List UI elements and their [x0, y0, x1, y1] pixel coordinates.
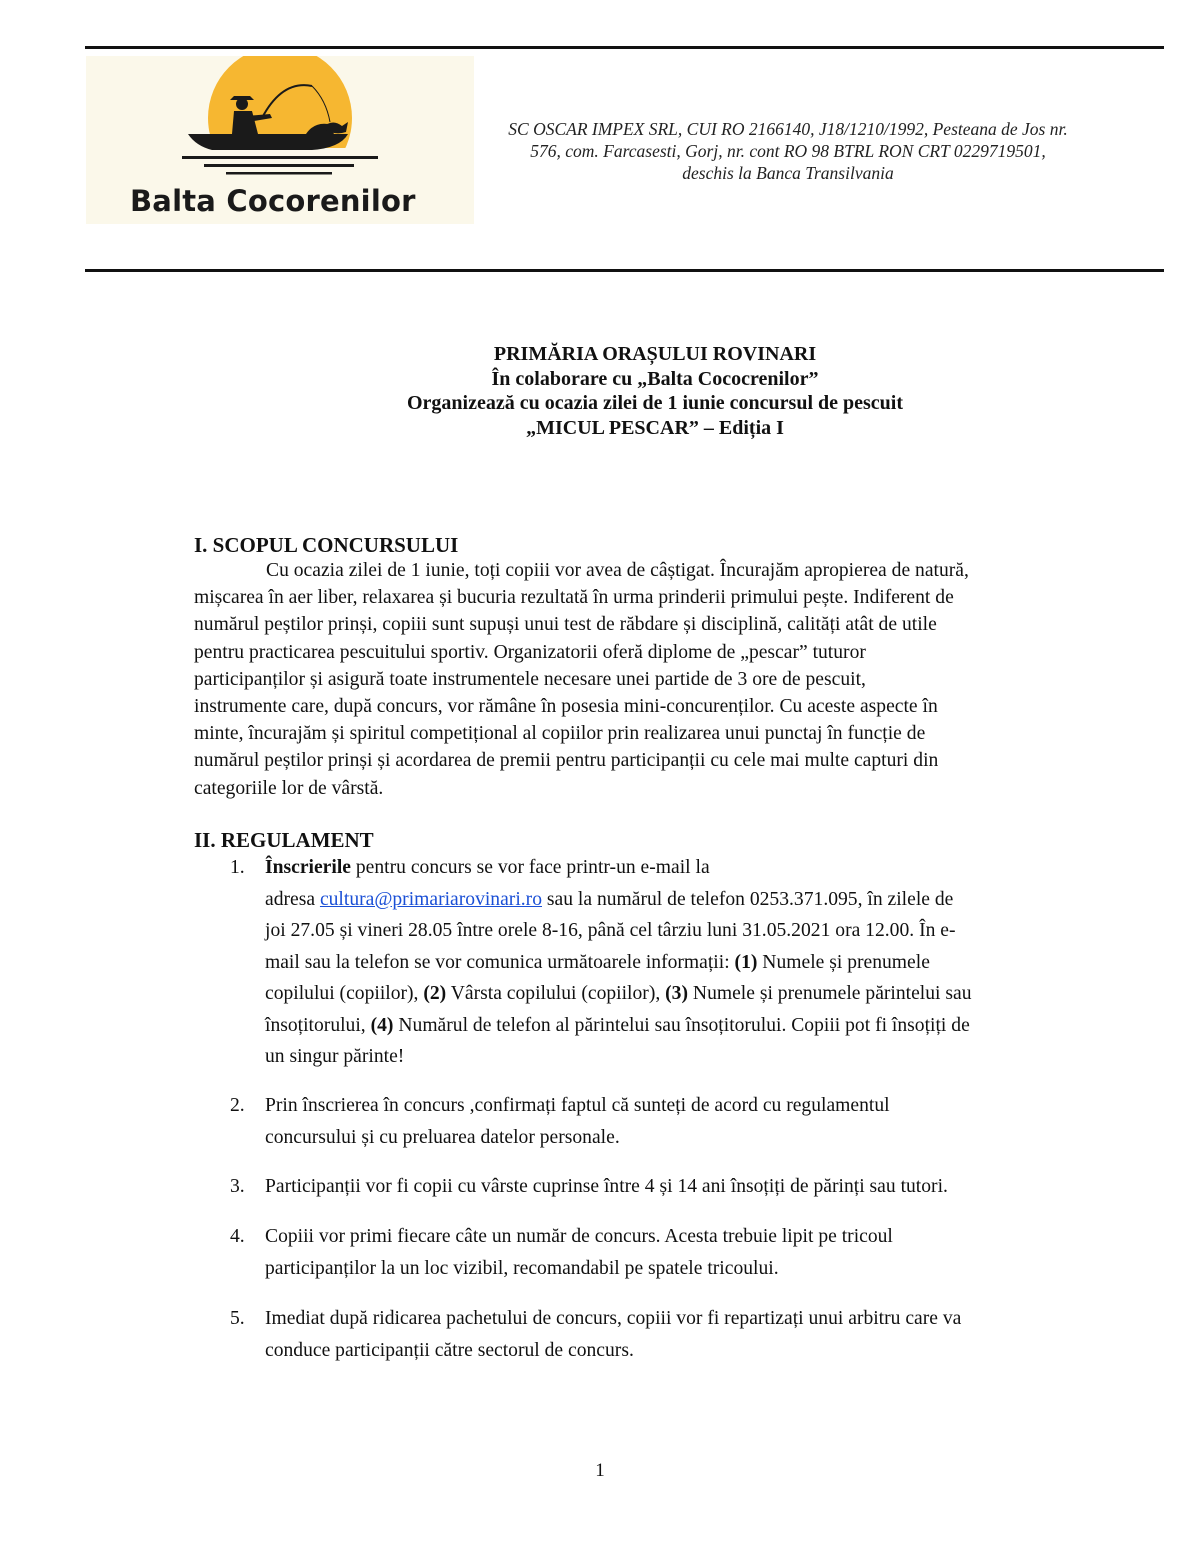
list-number: 4.	[230, 1226, 245, 1247]
company-line: SC OSCAR IMPEX SRL, CUI RO 2166140, J18/1210/1992, Pesteana de Jos nr.	[508, 119, 1068, 139]
text: Prin înscrierea în concurs ,confirmați faptul că sunteți de acord cu regulamentul	[265, 1095, 890, 1116]
list-item	[230, 1303, 1130, 1367]
list-item	[230, 852, 1130, 1074]
document-title	[250, 342, 1060, 440]
paragraph-line: Cu ocazia zilei de 1 iunie, toți copiii vor avea de câștigat. Încurajăm apropierea de natură,	[266, 560, 969, 581]
paragraph-line: participanților și asigură toate instrumentele necesare unei partide de 3 ore de pescuit,	[194, 668, 866, 690]
title-line: Organizează cu ocazia zilei de 1 iunie concursul de pescuit	[406, 392, 904, 414]
scope-paragraph	[194, 557, 1124, 802]
list-item	[230, 1171, 1130, 1203]
text: Imediat după ridicarea pachetului de concurs, copiii vor fi repartizați unui arbitru care va	[265, 1308, 962, 1329]
text: conduce participanții către sectorul de concurs.	[265, 1339, 634, 1361]
section-heading-rules: II. REGULAMENT	[194, 828, 374, 852]
paragraph-line: categoriile lor de vârstă.	[194, 777, 384, 799]
section-heading-scope: I. SCOPUL CONCURSULUI	[194, 533, 459, 557]
bold-marker: (4)	[370, 1014, 394, 1036]
email-link[interactable]: cultura@primariarovinari.ro	[319, 888, 542, 910]
text: copilului (copiilor),	[265, 983, 424, 1004]
bold-marker: (3)	[665, 983, 689, 1004]
text: sau la numărul de telefon 0253.371.095, în zilele de	[542, 888, 954, 910]
paragraph-line: numărul peștilor prinși, copiii sunt supuși unui test de răbdare și disciplină, calități atât de utile	[194, 614, 937, 636]
logo	[86, 56, 474, 224]
bold-term: Înscrierile	[265, 857, 351, 878]
bold-marker: (1)	[734, 951, 758, 973]
paragraph-line: numărul peștilor prinși și acordarea de premii pentru participanții cu cele mai multe capturi din	[194, 750, 939, 772]
text: Numele și prenumele	[757, 951, 930, 973]
text: Numărul de telefon al părintelui sau însoțitorului. Copiii pot fi însoțiți de	[393, 1014, 970, 1036]
paragraph-line: pentru practicarea pescuitului sportiv. Organizatorii oferă diplome de „pescar” tuturor	[194, 641, 866, 663]
text: concursului și cu preluarea datelor personale.	[265, 1126, 620, 1148]
title-line: PRIMĂRIA ORAȘULUI ROVINARI	[493, 343, 817, 365]
text: Vârsta copilului (copiilor),	[446, 983, 666, 1004]
paragraph-line: instrumente care, după concurs, vor rămâne în posesia mini-concurenților. Cu aceste aspecte în	[194, 696, 938, 718]
text: Participanții vor fi copii cu vârste cuprinse între 4 și 14 ani însoțiți de părinți sau tutori.	[265, 1176, 948, 1197]
list-number: 5.	[230, 1308, 245, 1329]
text: Copiii vor primi fiecare câte un număr de concurs. Acesta trebuie lipit pe tricoul	[265, 1226, 893, 1247]
list-item	[230, 1221, 1130, 1285]
text: mail sau la telefon se vor comunica următoarele informații:	[265, 951, 735, 973]
title-line: „MICUL PESCAR” – Ediția I	[526, 416, 784, 439]
list-number: 2.	[230, 1095, 245, 1116]
text: Numele și prenumele părintelui sau	[688, 983, 972, 1004]
text: un singur părinte!	[265, 1046, 405, 1067]
logo-text: Balta Cocorenilor	[130, 184, 416, 218]
text: participanților la un loc vizibil, recomandabil pe spatele tricoului.	[265, 1257, 779, 1279]
title-line: În colaborare cu „Balta Cococrenilor”	[491, 367, 819, 390]
text: însoțitorului,	[265, 1014, 371, 1036]
list-number: 3.	[230, 1176, 245, 1197]
text: joi 27.05 și vineri 28.05 între orele 8-16, până cel târziu luni 31.05.2021 ora 12.00. În e-	[265, 920, 956, 941]
header-top-rule	[85, 46, 1164, 49]
company-line: 576, com. Farcasesti, Gorj, nr. cont RO 98 BTRL RON CRT 0229719501,	[530, 141, 1046, 161]
bold-marker: (2)	[423, 983, 447, 1004]
list-item	[230, 1090, 1130, 1154]
header-bottom-rule	[85, 269, 1164, 272]
company-line: deschis la Banca Transilvania	[682, 163, 894, 183]
paragraph-line: minte, încurajăm și spiritul competițional al copiilor prin realizarea unui punctaj în funcție de	[194, 723, 926, 745]
list-number: 1.	[230, 857, 245, 878]
company-info	[478, 118, 1098, 184]
page-number: 1	[595, 1460, 605, 1481]
paragraph-line: mișcarea în aer liber, relaxarea și bucuria rezultată în urma prinderii primului pește. Indiferent de	[194, 587, 954, 609]
text: adresa	[265, 888, 320, 910]
text: pentru concurs se vor face printr-un e-mail la	[350, 857, 710, 878]
